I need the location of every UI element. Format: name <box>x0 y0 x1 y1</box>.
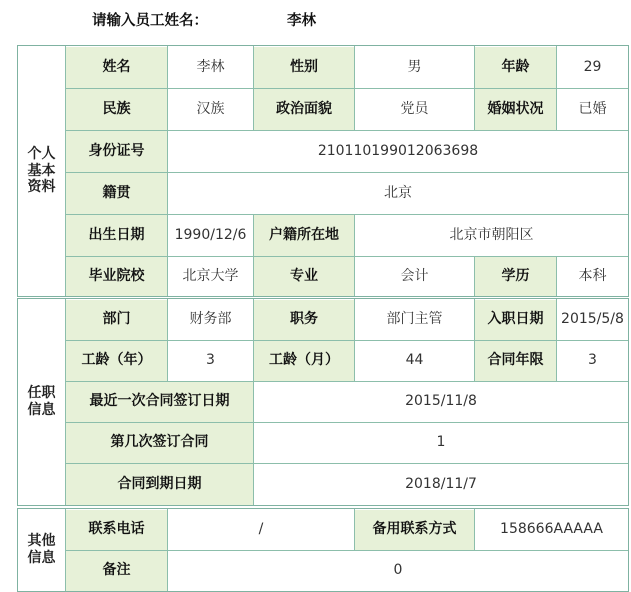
ethnicity-label: 民族 <box>66 89 167 130</box>
contract-term-label: 合同年限 <box>475 341 556 381</box>
employee-name-input[interactable]: 李林 <box>287 13 316 29</box>
marital-label: 婚姻状况 <box>475 89 556 130</box>
dept-value: 财务部 <box>168 300 253 340</box>
years-label: 工龄（年） <box>66 341 167 381</box>
degree-value: 本科 <box>557 257 628 296</box>
expire-label: 合同到期日期 <box>66 464 253 505</box>
expire-value: 2018/11/7 <box>254 464 628 505</box>
origin-label: 籍贯 <box>66 173 167 214</box>
hire-date-value: 2015/5/8 <box>557 300 628 340</box>
contract-term-value: 3 <box>557 341 628 381</box>
remark-value: 0 <box>168 551 628 591</box>
months-label: 工龄（月） <box>254 341 354 381</box>
hukou-label: 户籍所在地 <box>254 215 354 256</box>
birth-label: 出生日期 <box>66 215 167 256</box>
hukou-value: 北京市朝阳区 <box>355 215 628 256</box>
backup-contact-label: 备用联系方式 <box>355 510 474 550</box>
age-label: 年龄 <box>475 47 556 88</box>
school-label: 毕业院校 <box>66 257 167 296</box>
prompt-label: 请输入员工姓名： <box>92 13 208 29</box>
last-sign-label: 最近一次合同签订日期 <box>66 382 253 422</box>
marital-value: 已婚 <box>557 89 628 130</box>
degree-label: 学历 <box>475 257 556 296</box>
sign-count-value: 1 <box>254 423 628 463</box>
id-number-label: 身份证号 <box>66 131 167 172</box>
last-sign-value: 2015/11/8 <box>254 382 628 422</box>
political-value: 党员 <box>355 89 474 130</box>
remark-label: 备注 <box>66 551 167 591</box>
section-title-basic: 个人基本资料 <box>18 46 65 296</box>
gender-value: 男 <box>355 47 474 88</box>
political-label: 政治面貌 <box>254 89 354 130</box>
ethnicity-value: 汉族 <box>168 89 253 130</box>
name-label: 姓名 <box>66 47 167 88</box>
employment-panel <box>17 298 629 506</box>
dept-label: 部门 <box>66 300 167 340</box>
major-value: 会计 <box>355 257 474 296</box>
phone-value: / <box>168 510 354 550</box>
position-value: 部门主管 <box>355 300 474 340</box>
id-number-value: 210110199012063698 <box>168 131 628 172</box>
basic-info-panel <box>17 45 629 297</box>
name-value: 李林 <box>168 47 253 88</box>
age-value: 29 <box>557 47 628 88</box>
origin-value: 北京 <box>168 173 628 214</box>
school-value: 北京大学 <box>168 257 253 296</box>
other-info-panel <box>17 508 629 592</box>
backup-contact-value: 158666AAAAA <box>475 510 628 550</box>
section-title-other: 其他信息 <box>18 509 65 591</box>
section-title-employment: 任职信息 <box>18 299 65 505</box>
birth-value: 1990/12/6 <box>168 215 253 256</box>
position-label: 职务 <box>254 300 354 340</box>
phone-label: 联系电话 <box>66 510 167 550</box>
gender-label: 性别 <box>254 47 354 88</box>
years-value: 3 <box>168 341 253 381</box>
major-label: 专业 <box>254 257 354 296</box>
hire-date-label: 入职日期 <box>475 300 556 340</box>
months-value: 44 <box>355 341 474 381</box>
sign-count-label: 第几次签订合同 <box>66 423 253 463</box>
